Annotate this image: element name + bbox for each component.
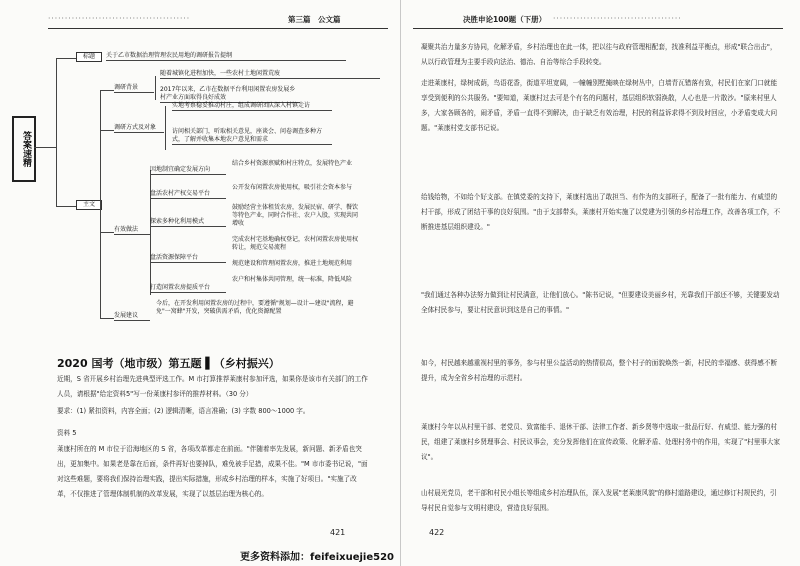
branch-3-sub-connector <box>150 170 151 295</box>
practice-4: 盘活资源保障平台 <box>150 254 226 263</box>
main-connector <box>56 206 76 207</box>
suggestion-text: 今后，在开发利用闲置农房的过程中，要遵循"规划—设计—建设"流程，避免"一窝蜂"开发，突破供需矛盾，优化资源配置 <box>156 300 354 315</box>
question-intro: 近期，S 省开展乡村治理先进典型评选工作。M 市打算推荐莱康村参加评选，如果你是该市有关部门的工作人员，请根据"给定资料5"写一份莱康村参评的推荐材料。（30 分） <box>57 375 368 398</box>
right-paragraph-3: 给钱给物，不如给个好支部。在镇党委的支持下，莱康村选出了敢担当、有作为的支部班子，配备了一批有能力、有威望的村干部，形成了团结干事的良好氛围。"由于支部带头，莱康村开始实施了以党建为引领的乡村治理工作，改善各项工作，不断推进基层组织建设。" <box>421 193 781 231</box>
branch-background: 调研背景 <box>114 84 154 93</box>
background-point-2: 2017年以来，乙市在数据平台利用闲置农房发展乡村产业方面取得良好成效 <box>160 86 300 103</box>
left-page-header <box>48 12 388 29</box>
right-page-number: 422 <box>429 528 445 537</box>
branch-1-sub-connector <box>155 76 156 100</box>
practice-note-2: 公开发布闲置农房使用权，吸引社会资本参与 <box>232 184 353 191</box>
root-connector <box>34 147 56 148</box>
branch-2-sub-connector <box>165 106 166 150</box>
branch-3-connector <box>100 232 114 233</box>
material-title: 资料 5 <box>57 429 77 437</box>
branch-practices: 有效做法 <box>114 226 150 235</box>
right-page-header <box>413 12 783 29</box>
mindmap-root: 答案速精 <box>12 116 36 182</box>
right-page <box>400 0 800 566</box>
title-node: 标题 <box>76 52 102 62</box>
practice-note-6: 农户和村集体共同管理，统一标准，降低风险 <box>232 276 353 283</box>
question-requirement: 要求：(1) 紧扣资料，内容全面；(2) 逻辑清晰，语言准确；(3) 字数 800～1000 字。 <box>57 407 310 415</box>
right-paragraph-6: 莱康村今年以从村里干部、老党员、致富能手、退休干部、法律工作者、新乡贤等中选取一批品行好、有威望、能力强的村民，组建了莱康村乡贤理事会、村民议事会，充分发挥他们在宣传政策、化解矛盾、处理村务中的作用，实现了"村里事大家议"。 <box>421 423 781 461</box>
practice-note-1: 结合乡村资源禀赋和村庄特点，发展特色产业 <box>232 160 353 167</box>
left-page-number: 421 <box>330 528 346 537</box>
book-title: 决胜申论100题（下册） <box>463 15 547 24</box>
practice-note-5: 规范建设和管理闲置农房，推进土地规范利用 <box>232 260 353 267</box>
branch-1-connector <box>100 90 114 91</box>
right-paragraph-5: 如今，村民越来越重视村里的事务，参与村里公益活动的热情很高，整个村子的面貌焕然一新，村民的幸福感、获得感不断提升，成为全省乡村治理的示范村。 <box>421 359 778 382</box>
header-rule-dots-right: ······································ <box>553 14 682 23</box>
practice-note-3: 鼓励经营主体租赁农房，发展民宿、研学、餐饮等特色产业，同时合作社、农户入股，实现共同增收 <box>232 204 359 227</box>
branch-4-connector <box>100 318 114 319</box>
branch-suggestions: 发展建议 <box>114 312 150 321</box>
method-point-2: 访问相关部门，听取相关意见，座谈会、问卷调查多种方式，了解并收集本地农户意见和需求 <box>172 128 332 145</box>
chapter-label: 第三篇 公文篇 <box>288 15 341 24</box>
branch-2-connector <box>100 130 114 131</box>
right-paragraph-1: 凝聚共治力量多方协同，化解矛盾，乡村治理也在此一体，把以往与政府管理相配套，找准利益平衡点，形成"联合出击"，从以行政管理为主要手段向法治、德治、自治等综合手段转变。 <box>421 43 777 66</box>
title-text: 关于乙市数据治理管理农民用地的调研报告提纲 <box>106 52 346 61</box>
footer-watermark: 更多资料添加：feifeixuejie520 <box>240 552 394 563</box>
material-paragraph: 莱康村所在的 M 市位于沿海地区的 S 省，各项改革都走在前面。"伴随着率先发展，新问题、新矛盾也突出，更加集中。如果老是靠在后面，条件再好也要掉队，难免被手足措，成果不佳。"M 市市委书记说，"面对这些难题，要将我们保持治理实践，提出实际措施，形成乡村治理的样本，实施了好项目。"实施了改革，不仅推进了管理体制机制的改革发展，实现了以基层治理为核心的。 <box>57 445 368 498</box>
practice-2: 盘活农村产权交易平台 <box>150 190 226 199</box>
practice-3: 探索多种化利用模式 <box>150 218 226 227</box>
root-vertical-connector <box>56 58 57 206</box>
section-heading: 2020 国考（地市级）第五题 ▌（乡村振兴） <box>57 357 280 370</box>
right-paragraph-2: 走进莱康村，绿树成荫，鸟语花香，街道平坦宽阔，一幢幢别墅掩映在绿树丛中，白墙青瓦错落有致，村民们在家门口就能享受到便利的公共服务。"要知道，莱康村过去可是个有名的问题村，基层组织软弱涣散，人心也是一片散沙。"原来村里人多，大家各顾各的，闹矛盾，矛盾一直得不到解决，由于缺乏有效治理，村民的利益诉求得不到及时回应，小矛盾变成大问题。"莱康村党支部书记说。 <box>421 79 778 132</box>
branch-method: 调研方式及对象 <box>114 124 164 133</box>
background-point-1: 随着城镇化进程加快，一些农村土地闲置荒废 <box>160 70 380 79</box>
practice-5: 打造闲置农房提质平台 <box>150 284 226 293</box>
right-paragraph-4: "我们通过各种办法努力做到让村民满意，让他们放心。"陈书记说，"但要建设美丽乡村，光靠我们干部还不够，关键要发动全体村民参与，要让村民意识到这是自己的事情。" <box>421 291 780 314</box>
right-paragraph-7: 山村晨光党员，老干部和村民小组长等组成乡村治理队伍，深入发展"老莱康风貌"的修村道路建设，通过修订村规民约，引导村民自觉参与文明村建设，营造良好氛围。 <box>421 489 777 512</box>
title-connector <box>56 58 76 59</box>
main-node: 主文 <box>76 200 102 210</box>
branch-trunk <box>100 90 101 318</box>
header-rule-dots: ·········································· <box>48 14 191 23</box>
method-point-1: 实地考察稳妥推动村庄，组成调研团队深入村镇走访 <box>172 102 332 111</box>
practice-note-4: 完成农村宅基地确权登记，农村闲置农房使用权转让，规范交易流程 <box>232 236 359 251</box>
practice-1: 因地制宜确定发展方向 <box>150 166 226 175</box>
